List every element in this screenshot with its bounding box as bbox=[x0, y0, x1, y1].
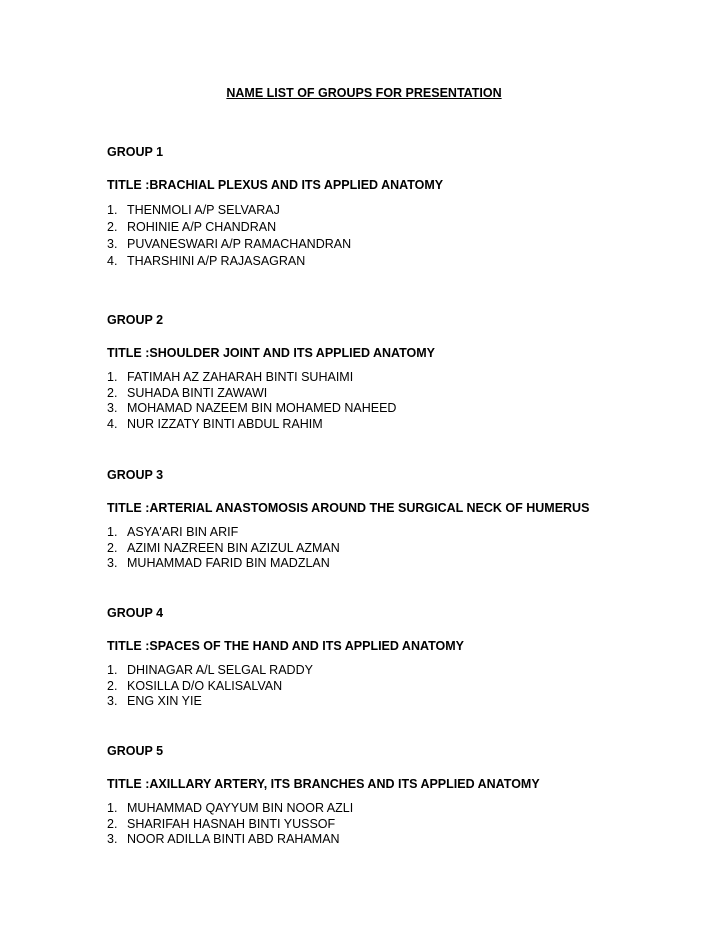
group-title bbox=[107, 638, 707, 654]
group-heading: GROUP 2 bbox=[107, 313, 164, 327]
member-name: ENG XIN YIE bbox=[127, 694, 202, 708]
group-heading: GROUP 5 bbox=[107, 744, 164, 758]
group-title bbox=[107, 776, 707, 792]
group-heading: GROUP 4 bbox=[107, 606, 164, 620]
member-list bbox=[107, 202, 707, 270]
title-label: TITLE : bbox=[107, 501, 150, 515]
member-name: MUHAMMAD FARID BIN MADZLAN bbox=[127, 556, 330, 570]
member-name: ASYA'ARI BIN ARIF bbox=[127, 525, 239, 539]
title-label: TITLE : bbox=[107, 777, 150, 791]
group-1-section bbox=[107, 144, 707, 270]
member-name: NOOR ADILLA BINTI ABD RAHAMAN bbox=[127, 832, 340, 846]
group-3-section bbox=[107, 467, 707, 572]
member-list bbox=[107, 663, 707, 710]
list-item bbox=[107, 219, 707, 236]
list-number: 2. bbox=[107, 385, 118, 400]
list-item bbox=[107, 801, 707, 817]
group-title bbox=[107, 177, 707, 193]
member-list bbox=[107, 370, 707, 432]
list-item bbox=[107, 401, 707, 417]
member-name: KOSILLA D/O KALISALVAN bbox=[127, 678, 283, 693]
group-heading: GROUP 1 bbox=[107, 145, 164, 159]
group-4-section bbox=[107, 605, 707, 710]
list-number: 2. bbox=[107, 678, 118, 693]
member-name: SHARIFAH HASNAH BINTI YUSSOF bbox=[127, 816, 336, 831]
list-item bbox=[107, 236, 707, 253]
member-name: FATIMAH AZ ZAHARAH BINTI SUHAIMI bbox=[127, 370, 354, 384]
list-item bbox=[107, 679, 707, 695]
list-number: 3. bbox=[107, 556, 118, 570]
page-title: NAME LIST OF GROUPS FOR PRESENTATION bbox=[226, 86, 502, 100]
member-name: AZIMI NAZREEN BIN AZIZUL AZMAN bbox=[127, 540, 340, 555]
group-title bbox=[107, 500, 707, 516]
list-number: 4. bbox=[107, 416, 118, 431]
list-number: 1. bbox=[107, 370, 118, 384]
member-name: THARSHINI A/P RAJASAGRAN bbox=[127, 254, 306, 268]
list-number: 1. bbox=[107, 525, 118, 539]
list-number: 2. bbox=[107, 816, 118, 831]
group-title-text: BRACHIAL PLEXUS AND ITS APPLIED ANATOMY bbox=[149, 178, 444, 192]
member-name: ROHINIE A/P CHANDRAN bbox=[127, 220, 277, 234]
list-item bbox=[107, 386, 707, 402]
member-list bbox=[107, 525, 707, 572]
member-name: DHINAGAR A/L SELGAL RADDY bbox=[127, 663, 313, 677]
list-item bbox=[107, 525, 707, 541]
member-name: MUHAMMAD QAYYUM BIN NOOR AZLI bbox=[127, 801, 354, 815]
member-name: PUVANESWARI A/P RAMACHANDRAN bbox=[127, 237, 352, 251]
group-2-section bbox=[107, 312, 707, 432]
list-number: 3. bbox=[107, 401, 118, 415]
group-title-text: SPACES OF THE HAND AND ITS APPLIED ANATOMY bbox=[149, 639, 464, 653]
list-item bbox=[107, 832, 707, 848]
member-name: SUHADA BINTI ZAWAWI bbox=[127, 385, 268, 400]
member-name: THENMOLI A/P SELVARAJ bbox=[127, 203, 280, 217]
list-number: 4. bbox=[107, 254, 118, 268]
list-item bbox=[107, 663, 707, 679]
group-title bbox=[107, 345, 707, 361]
group-title-text: ARTERIAL ANASTOMOSIS AROUND THE SURGICAL NECK OF HUMERUS bbox=[149, 501, 590, 515]
title-label: TITLE : bbox=[107, 639, 150, 653]
member-name: MOHAMAD NAZEEM BIN MOHAMED NAHEED bbox=[127, 401, 397, 415]
list-number: 1. bbox=[107, 663, 118, 677]
list-number: 1. bbox=[107, 801, 118, 815]
group-5-section bbox=[107, 743, 707, 848]
list-number: 3. bbox=[107, 694, 118, 708]
list-number: 2. bbox=[107, 540, 118, 555]
group-title-text: SHOULDER JOINT AND ITS APPLIED ANATOMY bbox=[149, 346, 436, 360]
list-item bbox=[107, 556, 707, 572]
list-number: 1. bbox=[107, 203, 118, 217]
title-label: TITLE : bbox=[107, 346, 150, 360]
list-number: 3. bbox=[107, 832, 118, 846]
member-name: NUR IZZATY BINTI ABDUL RAHIM bbox=[127, 416, 323, 431]
list-item bbox=[107, 417, 707, 433]
group-heading: GROUP 3 bbox=[107, 468, 164, 482]
member-list bbox=[107, 801, 707, 848]
list-number: 2. bbox=[107, 220, 118, 234]
title-label: TITLE : bbox=[107, 178, 150, 192]
list-number: 3. bbox=[107, 237, 118, 251]
list-item bbox=[107, 253, 707, 270]
list-item bbox=[107, 541, 707, 557]
list-item bbox=[107, 694, 707, 710]
list-item bbox=[107, 817, 707, 833]
list-item bbox=[107, 202, 707, 219]
list-item bbox=[107, 370, 707, 386]
group-title-text: AXILLARY ARTERY, ITS BRANCHES AND ITS APPLIED ANATOMY bbox=[149, 777, 540, 791]
